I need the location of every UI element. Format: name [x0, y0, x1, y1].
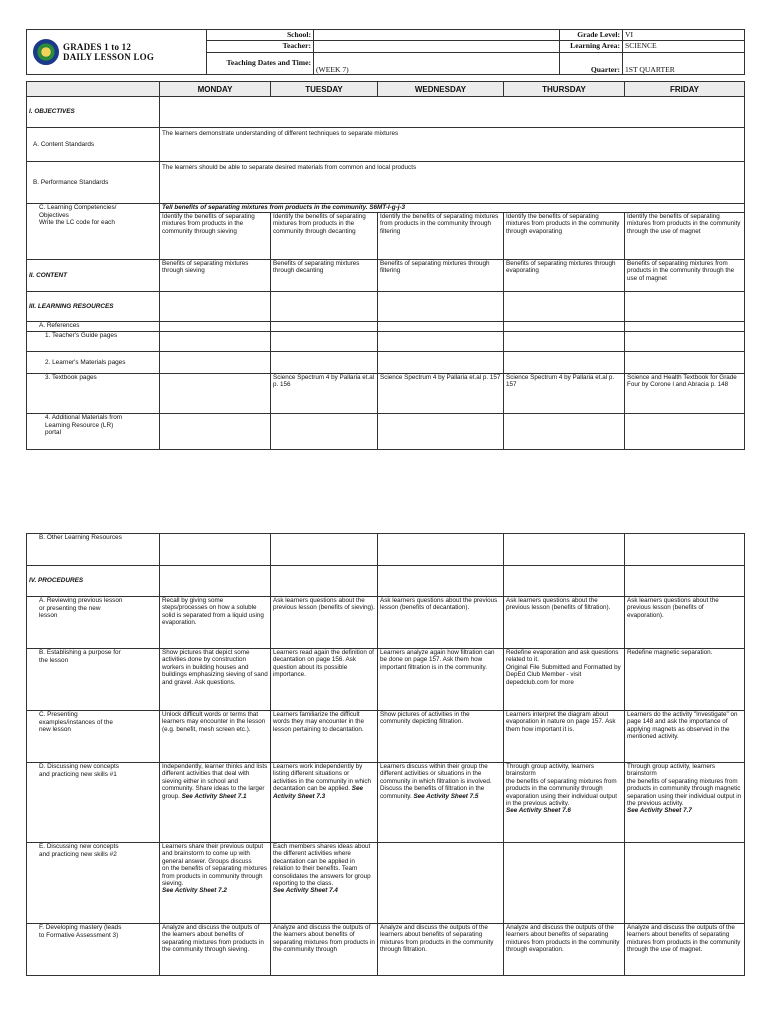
teachers-guide-label: 1. Teacher's Guide pages [27, 332, 160, 352]
proc-c-thursday: Learners interpret the diagram about evaporation in nature on page 157. Ask them how important it is. [504, 711, 625, 763]
proc-d-monday-ref: See Activity Sheet 7.1 [181, 792, 247, 800]
proc-b-tuesday: Learners read again the definition of decantation on page 156. Ask question about its possible importance. [271, 649, 378, 711]
proc-e-monday [160, 843, 271, 924]
proc-e-tuesday [271, 843, 378, 924]
proc-a-monday: Recall by giving some steps/processes on how a soluble solid is separated from a liquid using evaporation. [160, 597, 271, 649]
content-wednesday: Benefits of separating mixtures through filtering [378, 260, 504, 292]
proc-b-label: B. Establishing a purpose for the lesson [27, 649, 160, 711]
textbook-monday [160, 374, 271, 414]
other-blank-1 [160, 534, 271, 566]
header-table [26, 29, 745, 75]
references-blank-2 [271, 322, 378, 332]
proc-d-friday [625, 763, 745, 843]
add-blank-1 [160, 414, 271, 450]
add-blank-4 [504, 414, 625, 450]
section-content: II. CONTENT [27, 260, 160, 292]
proc-e-monday-text: Learners share their previous output and brainstorm to come up with general answer. Groups discuss on the benefits of separating mixtures from products in community through sieving. [162, 843, 268, 888]
additional-materials-label: 4. Additional Materials from Learning Resource (LR) portal [27, 414, 160, 450]
proc-d-tuesday [271, 763, 378, 843]
proc-d-friday-text: Through group activity, learners brainstorm the benefits of separating mixtures from products in community through magnetic separation using their individual output in the previous activity. [627, 763, 742, 808]
proc-e-friday [625, 843, 745, 924]
title-line-1: GRADES 1 to 12 [63, 42, 132, 52]
references-label: A. References [27, 322, 160, 332]
day-header-thursday: THURSDAY [504, 82, 625, 97]
quarter-value: 1ST QUARTER [623, 52, 745, 75]
proc-b-monday: Show pictures that depict some activities done by construction workers in building houses and buildings emphasizing sieving of sand and gravel. Ask questions. [160, 649, 271, 711]
content-friday: Benefits of separating mixtures from products in the community through the use of magnet [625, 260, 745, 292]
references-blank-1 [160, 322, 271, 332]
resources-blank-4 [504, 292, 625, 322]
lesson-grid-bottom [26, 533, 745, 976]
proc-f-tuesday: Analyze and discuss the outputs of the learners about benefits of separating mixtures from products in the community through [271, 924, 378, 976]
textbook-label: 3. Textbook pages [27, 374, 160, 414]
add-blank-2 [271, 414, 378, 450]
tg-blank-1 [160, 332, 271, 352]
proc-e-thursday [504, 843, 625, 924]
lm-blank-3 [378, 352, 504, 374]
tg-blank-3 [378, 332, 504, 352]
proc-d-monday-text: Independently, learner thinks and lists different activities that deal with sieving either in school and community. Share ideas to the larger group. [162, 763, 268, 800]
proc-e-wednesday [378, 843, 504, 924]
proc-c-monday: Unlock difficult words or terms that learners may encounter in the lesson (e.g. benefit, mesh screen etc.). [160, 711, 271, 763]
teacher-label: Teacher: [207, 41, 314, 52]
proc-d-monday [160, 763, 271, 843]
proc-a-label: A. Reviewing previous lesson or presenting the new lesson [27, 597, 160, 649]
references-blank-4 [504, 322, 625, 332]
resources-blank-3 [378, 292, 504, 322]
proc-a-thursday: Ask learners questions about the previous lesson (benefits of filtration). [504, 597, 625, 649]
school-label: School: [207, 30, 314, 41]
other-blank-4 [504, 534, 625, 566]
proc-f-label: F. Developing mastery (leads to Formative Assessment 3) [27, 924, 160, 976]
content-monday: Benefits of separating mixtures through sieving [160, 260, 271, 292]
proc-d-thursday-ref: See Activity Sheet 7.6 [506, 807, 571, 815]
references-blank-3 [378, 322, 504, 332]
deped-seal-icon [33, 39, 59, 65]
performance-standards-value: The learners should be able to separate desired materials from common and local products [160, 162, 745, 204]
proc-e-tuesday-ref: See Activity Sheet 7.4 [273, 887, 338, 895]
other-blank-2 [271, 534, 378, 566]
competency-tuesday: Identify the benefits of separating mixtures from products in the community through decanting [271, 213, 378, 260]
area-label: Learning Area: [560, 41, 623, 52]
area-value: SCIENCE [623, 41, 745, 52]
quarter-label: Quarter: [560, 52, 623, 75]
proc-f-wednesday: Analyze and discuss the outputs of the learners about benefits of separating mixtures from products in the community through filtration. [378, 924, 504, 976]
proc-e-label: E. Discussing new concepts and practicing new skills #2 [27, 843, 160, 924]
competencies-heading: Tell benefits of separating mixtures from products in the community. S6MT-I-g-j-3 [160, 204, 745, 213]
content-standards-value: The learners demonstrate understanding of different techniques to separate mixtures [160, 128, 745, 162]
other-blank-3 [378, 534, 504, 566]
day-header-monday: MONDAY [160, 82, 271, 97]
proc-c-wednesday: Show pictures of activities in the community depicting filtration. [378, 711, 504, 763]
proc-f-thursday: Analyze and discuss the outputs of the learners about benefits of separating mixtures from products in the community through evaporation. [504, 924, 625, 976]
references-blank-5 [625, 322, 745, 332]
other-resources-label: B. Other Learning Resources [27, 534, 160, 566]
lm-blank-2 [271, 352, 378, 374]
competencies-label: C. Learning Competencies/ Objectives Write the LC code for each [27, 204, 160, 260]
proc-d-thursday-text: Through group activity, learners brainstorm the benefits of separating mixtures from products in the community through evaporation using their individual output in the previous activity. [506, 763, 617, 808]
other-blank-5 [625, 534, 745, 566]
content-standards-label: A. Content Standards [27, 128, 160, 162]
proc-b-friday: Redefine magnetic separation. [625, 649, 745, 711]
add-blank-3 [378, 414, 504, 450]
header-logo-cell [27, 30, 207, 75]
proc-d-wednesday-ref: See Activity Sheet 7.5 [413, 792, 479, 800]
proc-blank-2 [271, 566, 378, 597]
proc-d-friday-ref: See Activity Sheet 7.7 [627, 807, 692, 815]
teacher-value [314, 41, 560, 52]
proc-d-wednesday [378, 763, 504, 843]
dates-label: Teaching Dates and Time: [207, 52, 314, 75]
lm-blank-4 [504, 352, 625, 374]
textbook-tuesday: Science Spectrum 4 by Pallaria et.al p. 156 [271, 374, 378, 414]
section-resources: III. LEARNING RESOURCES [27, 292, 160, 322]
proc-blank-5 [625, 566, 745, 597]
proc-f-friday: Analyze and discuss the outputs of the learners about benefits of separating mixtures from products in the community through the use of magnet. [625, 924, 745, 976]
proc-f-monday: Analyze and discuss the outputs of the learners about benefits of separating mixtures from products in the community through sieving. [160, 924, 271, 976]
content-thursday: Benefits of separating mixtures through evaporating [504, 260, 625, 292]
day-header-blank [27, 82, 160, 97]
tg-blank-5 [625, 332, 745, 352]
tg-blank-2 [271, 332, 378, 352]
school-value [314, 30, 560, 41]
proc-blank-1 [160, 566, 271, 597]
lm-blank-1 [160, 352, 271, 374]
competency-thursday: Identify the benefits of separating mixtures from products in the community through evaporating [504, 213, 625, 260]
competency-friday: Identify the benefits of separating mixtures from products in the community through the use of magnet [625, 213, 745, 260]
resources-blank-5 [625, 292, 745, 322]
proc-d-tuesday-ref: See Activity Sheet 7.3 [273, 785, 363, 800]
proc-c-label: C. Presenting examples/instances of the new lesson [27, 711, 160, 763]
resources-blank-1 [160, 292, 271, 322]
section-procedures: IV. PROCEDURES [27, 566, 160, 597]
day-header-tuesday: TUESDAY [271, 82, 378, 97]
proc-blank-4 [504, 566, 625, 597]
proc-a-wednesday: Ask learners questions about the previous lesson (benefits of decantation). [378, 597, 504, 649]
grade-value: VI [623, 30, 745, 41]
day-header-wednesday: WEDNESDAY [378, 82, 504, 97]
day-header-friday: FRIDAY [625, 82, 745, 97]
proc-d-thursday [504, 763, 625, 843]
proc-d-label: D. Discussing new concepts and practicing new skills #1 [27, 763, 160, 843]
lm-blank-5 [625, 352, 745, 374]
proc-b-thursday: Redefine evaporation and ask questions related to it. Original File Submitted and Formatted by DepEd Club Member - visit depedclub.com for more [504, 649, 625, 711]
section-objectives: I. OBJECTIVES [27, 97, 160, 128]
textbook-wednesday: Science Spectrum 4 by Pallaria et.al p. 157 [378, 374, 504, 414]
proc-d-tuesday-text: Learners work independently by listing different situations or activities in the community in which decantation can be applied. [273, 763, 371, 793]
tg-blank-4 [504, 332, 625, 352]
title-line-2: DAILY LESSON LOG [63, 52, 155, 62]
proc-e-tuesday-text: Each members shares ideas about the different activities where decantation can be applied in relation to their benefits. Team consolidates the answers for group reporting to the class. [273, 843, 371, 888]
resources-blank-2 [271, 292, 378, 322]
lesson-grid-top [26, 81, 745, 450]
proc-c-tuesday: Learners familiarize the difficult words they may encounter in the lesson pertaining to decantation. [271, 711, 378, 763]
dates-value: (WEEK 7) [314, 52, 560, 75]
grade-label: Grade Level: [560, 30, 623, 41]
objectives-blank [160, 97, 745, 128]
textbook-friday: Science and Health Textbook for Grade Four by Corone l and Abracia p. 148 [625, 374, 745, 414]
competency-monday: Identify the benefits of separating mixtures from products in the community through sieving [160, 213, 271, 260]
proc-a-tuesday: Ask learners questions about the previous lesson (benefits of sieving). [271, 597, 378, 649]
learners-materials-label: 2. Learner's Materials pages [27, 352, 160, 374]
competency-wednesday: Identify the benefits of separating mixtures from products in the community through filtering [378, 213, 504, 260]
proc-d-wednesday-text: Learners discuss within their group the different activities or situations in the community in which filtration is involved. Discuss the benefits of filtration in the community. [380, 763, 492, 800]
proc-e-monday-ref: See Activity Sheet 7.2 [162, 887, 227, 895]
performance-standards-label: B. Performance Standards [27, 162, 160, 204]
proc-b-wednesday: Learners analyze again how filtration can be done on page 157. Ask them how important filtration is in the community. [378, 649, 504, 711]
proc-blank-3 [378, 566, 504, 597]
proc-c-friday: Learners do the activity "Investigate" on page 148 and ask the importance of applying magnets as observed in the mentioned activity. [625, 711, 745, 763]
add-blank-5 [625, 414, 745, 450]
content-tuesday: Benefits of separating mixtures through decanting [271, 260, 378, 292]
proc-a-friday: Ask learners questions about the previous lesson (benefits of evaporation). [625, 597, 745, 649]
textbook-thursday: Science Spectrum 4 by Pallaria et.al p. 157 [504, 374, 625, 414]
